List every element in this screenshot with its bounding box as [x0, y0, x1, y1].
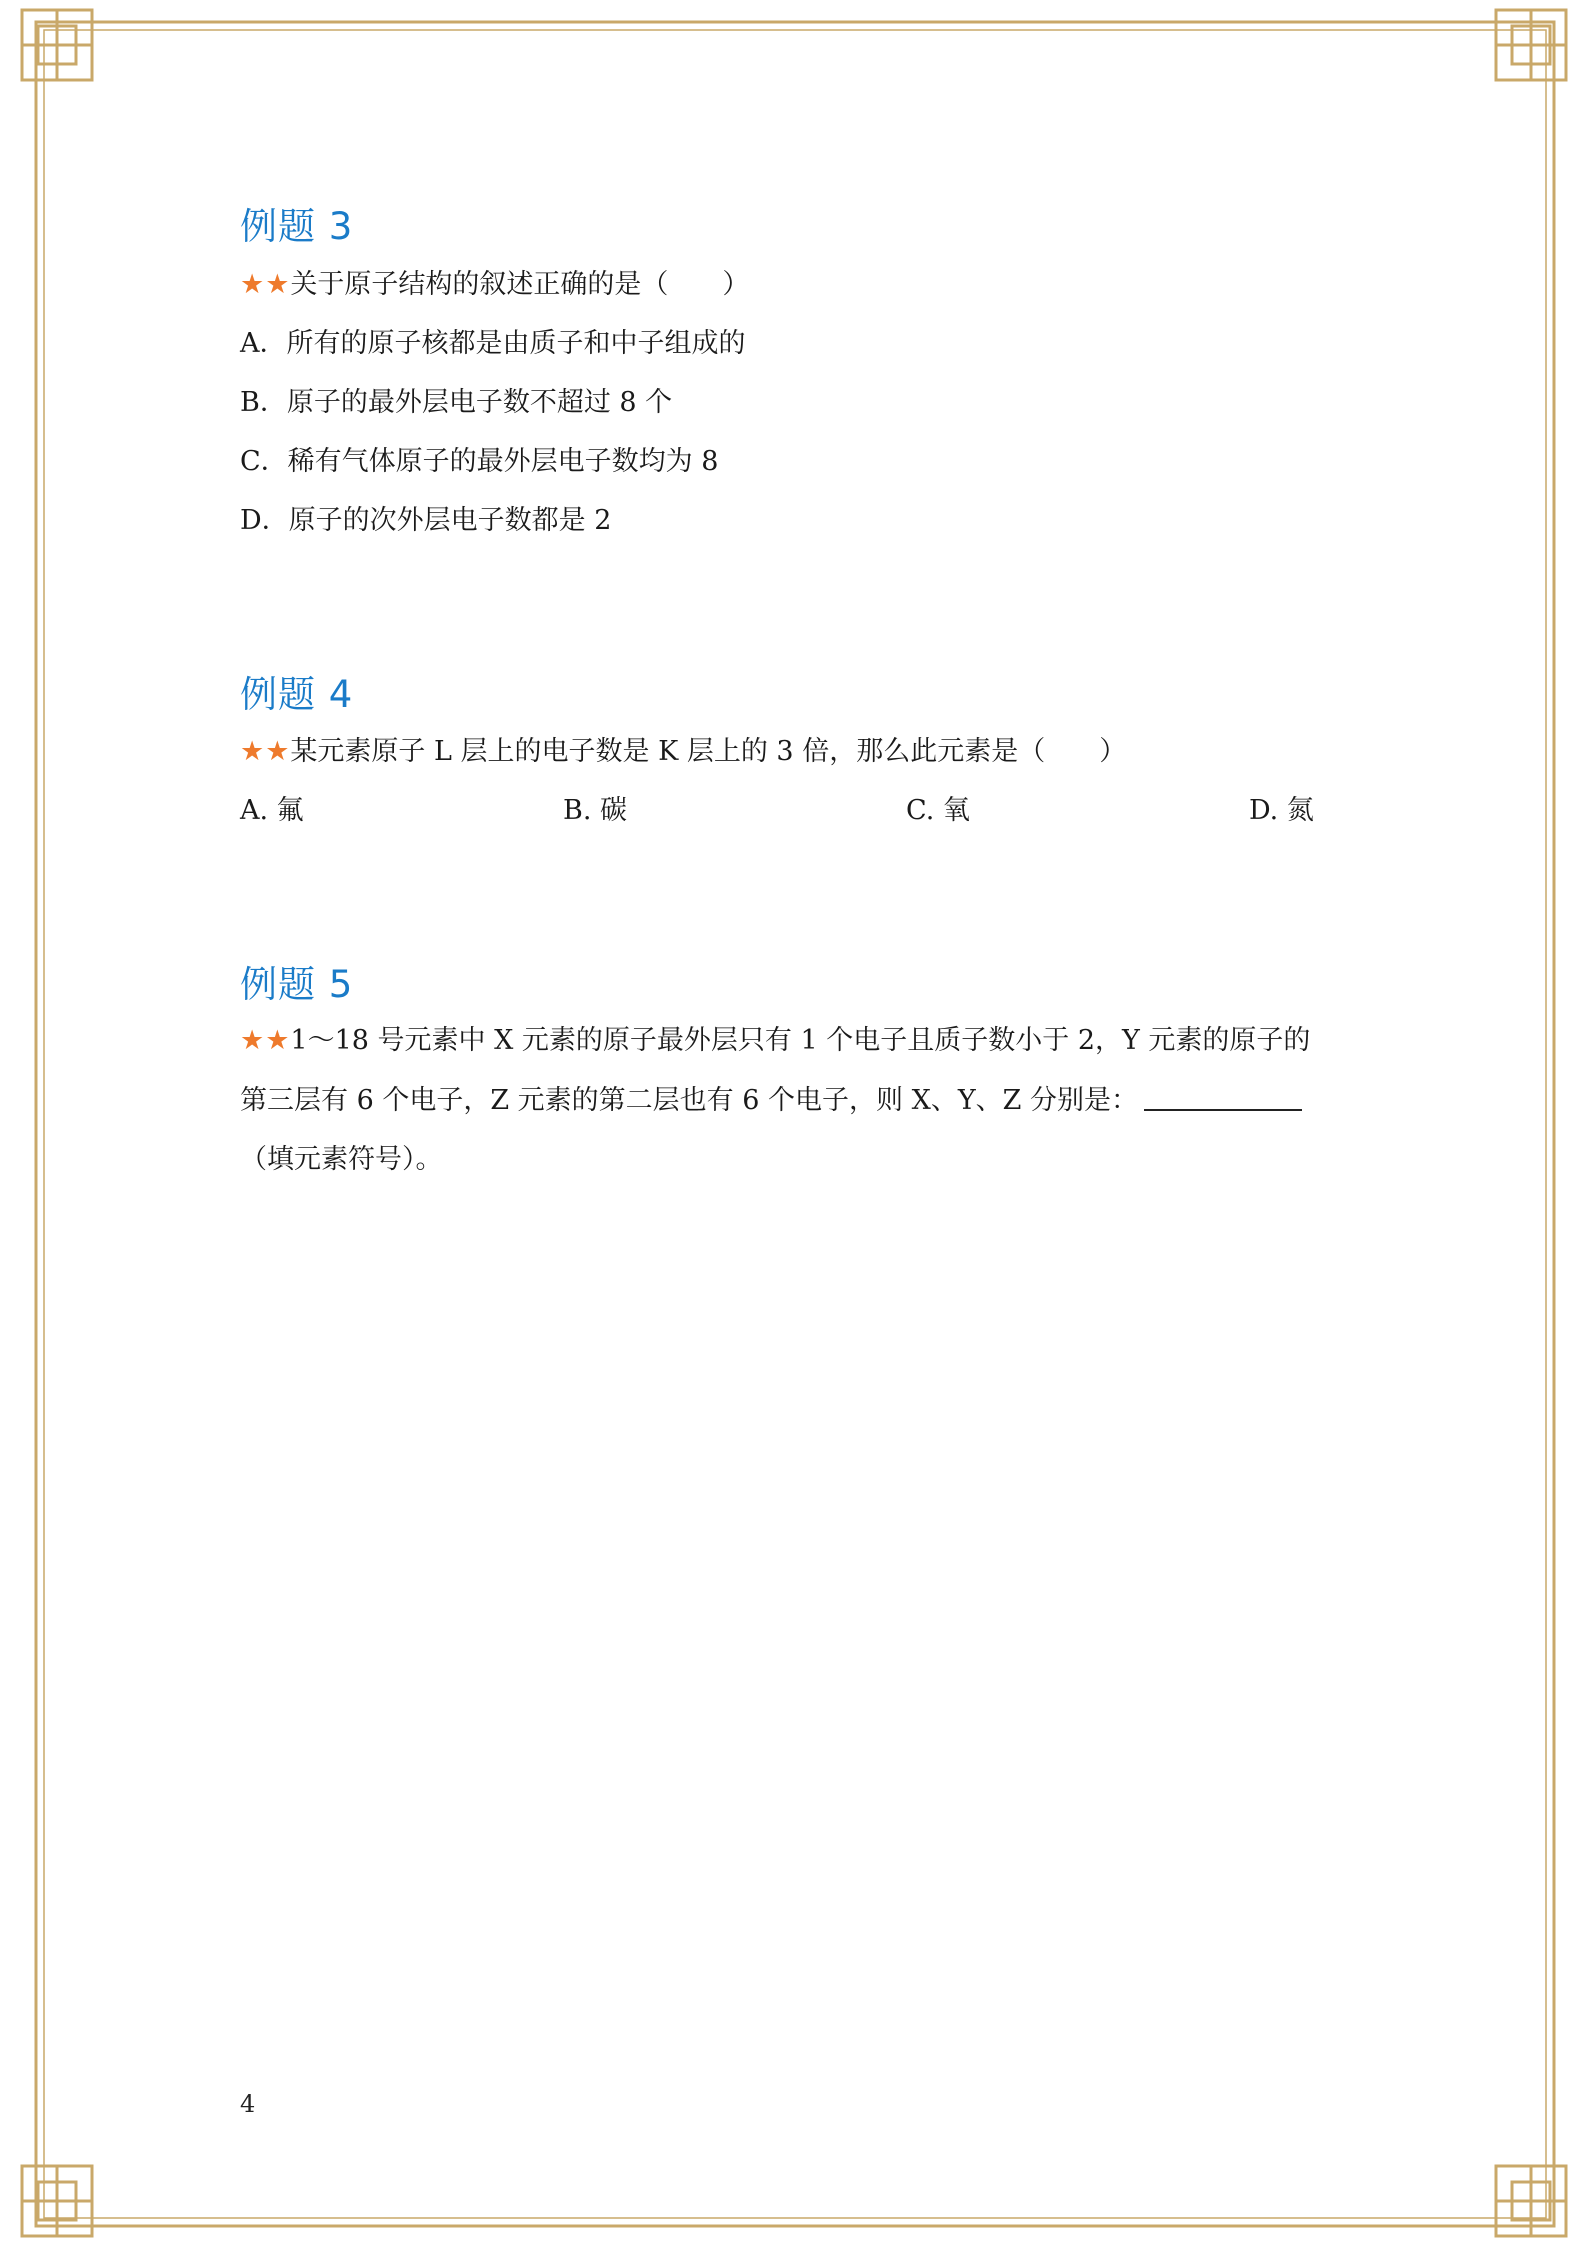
example4-option-d: D. 氮 — [1249, 795, 1314, 826]
difficulty-stars-icon: ★★ — [240, 269, 291, 300]
example5-line2-text: 第三层有 6 个电子，Z 元素的第二层也有 6 个电子，则 X、Y、Z 分别是： — [240, 1085, 1138, 1116]
example3-option-a: A．所有的原子核都是由质子和中子组成的 — [240, 328, 746, 359]
example3-option-b: B．原子的最外层电子数不超过 8 个 — [240, 387, 673, 418]
example5-question-line1 — [240, 1024, 1310, 1058]
example3-question — [240, 268, 749, 302]
example3-option-d: D．原子的次外层电子数都是 2 — [240, 505, 612, 536]
example5-question-line2 — [240, 1084, 1302, 1118]
page-number: 4 — [240, 2090, 256, 2118]
example4-question-text: 某元素原子 L 层上的电子数是 K 层上的 3 倍，那么此元素是（ ） — [290, 736, 1127, 767]
example3-option-c: C．稀有气体原子的最外层电子数均为 8 — [240, 446, 719, 477]
example3-question-text: 关于原子结构的叙述正确的是（ ） — [290, 269, 750, 300]
example4-option-a: A. 氟 — [240, 795, 304, 826]
example4-title: 例题 4 — [240, 673, 354, 716]
difficulty-stars-icon: ★★ — [240, 736, 291, 767]
example4-options — [240, 794, 1360, 828]
example3-title: 例题 3 — [240, 205, 354, 248]
example4-question — [240, 735, 1126, 769]
example5-title: 例题 5 — [240, 963, 354, 1006]
example4-option-b: B. 碳 — [563, 795, 628, 826]
example4-option-c: C. 氧 — [906, 795, 970, 826]
example5-question-line3: （填元素符号）。 — [240, 1144, 443, 1175]
difficulty-stars-icon: ★★ — [240, 1025, 291, 1056]
answer-blank[interactable] — [1144, 1085, 1302, 1111]
example5-line1-text: 1～18 号元素中 X 元素的原子最外层只有 1 个电子且质子数小于 2，Y 元素的原子的 — [290, 1025, 1311, 1056]
